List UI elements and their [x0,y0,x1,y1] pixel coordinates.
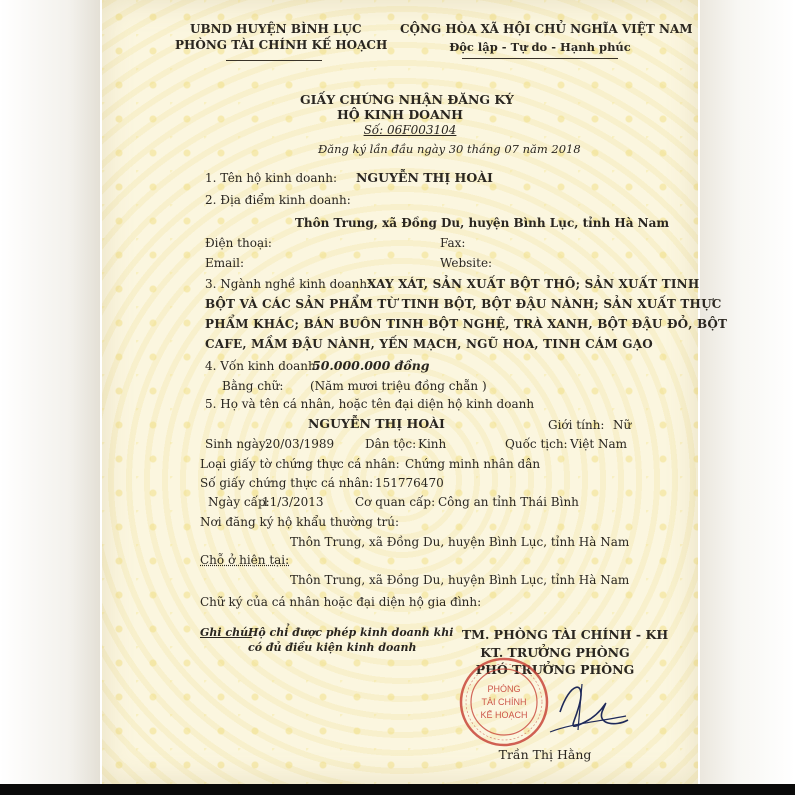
svg-text:KẾ HOẠCH: KẾ HOẠCH [480,710,528,720]
id-number-value: 151776470 [375,476,444,490]
phone-label: Điện thoại: [205,236,272,250]
location-value: Thôn Trung, xã Đồng Du, huyện Bình Lục, tỉnh Hà Nam [295,216,670,230]
business-name-value: NGUYỄN THỊ HOÀI [356,170,493,185]
owner-section-label: 5. Họ và tên cá nhân, hoặc tên đại diện hộ kinh doanh [205,397,535,411]
issue-date-value: 11/3/2013 [262,495,324,509]
left-background [0,0,100,795]
sector-label: 3. Ngành nghề kinh doanh: [205,277,372,291]
ethnic-value: Kinh [418,437,447,451]
sign-line1: TM. PHÒNG TÀI CHÍNH - KH [461,627,669,642]
capital-words-label: Bằng chữ: [222,379,284,393]
sector-line4: CAFE, MẦM ĐẬU NÀNH, YẾN MẠCH, NGŨ HOA, TINH CÁM GẠO [205,337,653,351]
ethnic-label: Dân tộc: [365,437,417,451]
svg-text:TÀI CHÍNH: TÀI CHÍNH [481,697,527,707]
gender-label: Giới tính: [548,418,605,432]
svg-text:PHÒNG: PHÒNG [487,684,521,694]
note-line2: có đủ điều kiện kinh doanh [248,641,417,654]
nationality-label: Quốc tịch: [505,437,568,451]
nation-line1: CỘNG HÒA XÃ HỘI CHỦ NGHĨA VIỆT NAM [400,22,693,36]
dob-value: 20/03/1989 [265,437,335,451]
household-value: Thôn Trung, xã Đồng Du, huyện Bình Lục, tỉnh Hà Nam [290,535,630,549]
capital-value: 50.000.000 đồng [312,358,430,373]
household-label: Nơi đăng ký hộ khẩu thường trú: [200,515,400,529]
residence-value: Thôn Trung, xã Đồng Du, huyện Bình Lục, tỉnh Hà Nam [290,573,630,587]
issue-date-label: Ngày cấp: [208,495,270,509]
sector-line2: BỘT VÀ CÁC SẢN PHẨM TỪ TINH BỘT, BỘT ĐẬU NÀNH; SẢN XUẤT THỰC [205,297,722,311]
sign-line3: PHÓ TRƯỞNG PHÒNG [475,662,635,677]
right-background [700,0,795,795]
location-label: 2. Địa điểm kinh doanh: [205,193,351,207]
gender-value: Nữ [613,418,632,432]
title-line2: HỘ KINH DOANH [336,107,463,122]
issuer-label: Cơ quan cấp: [355,495,436,509]
id-number-label: Số giấy chứng thực cá nhân: [200,476,374,490]
business-name-label: 1. Tên hộ kinh doanh: [205,171,338,185]
website-label: Website: [440,256,493,270]
email-label: Email: [205,256,245,270]
bottom-border [0,784,795,795]
registration-date: Đăng ký lần đầu ngày 30 tháng 07 năm 2018 [318,142,581,156]
dob-label: Sinh ngày: [205,437,270,451]
id-type-value: Chứng minh nhân dân [405,457,541,471]
nation-underline [462,58,618,59]
note-line1: Hộ chỉ được phép kinh doanh khi [248,626,454,639]
certificate-number: Số: 06F003104 [363,123,457,137]
sector-line3: PHẨM KHÁC; BÁN BUÔN TINH BỘT NGHỆ, TRÀ XANH, BỘT ĐẬU ĐỎ, BỘT [205,317,728,331]
agency-line2: PHÒNG TÀI CHÍNH KẾ HOẠCH [175,38,388,52]
nationality-value: Việt Nam [570,437,628,451]
agency-underline [226,60,322,61]
nation-line2: Độc lập - Tự do - Hạnh phúc [449,40,631,54]
title-line1: GIẤY CHỨNG NHẬN ĐĂNG KÝ [300,92,514,107]
residence-label: Chỗ ở hiện tại: [200,553,290,567]
owner-name: NGUYỄN THỊ HOÀI [308,416,445,431]
handwritten-signature [540,672,630,742]
agency-line1: UBND HUYỆN BÌNH LỤC [190,22,362,36]
official-stamp [458,656,550,748]
signer-name: Trần Thị Hằng [498,747,592,762]
signature-label: Chữ ký của cá nhân hoặc đại diện hộ gia đình: [200,595,482,609]
note-label: Ghi chú: [200,626,253,639]
fax-label: Fax: [440,236,466,250]
sign-line2: KT. TRƯỞNG PHÒNG [480,645,630,660]
capital-label: 4. Vốn kinh doanh: [205,359,320,373]
capital-words-value: (Năm mươi triệu đồng chẵn ) [310,379,487,393]
sector-line1: XAY XÁT, SẢN XUẤT BỘT THÔ; SẢN XUẤT TINH [367,277,700,291]
id-type-label: Loại giấy tờ chứng thực cá nhân: [200,457,400,471]
issuer-value: Công an tỉnh Thái Bình [438,495,579,509]
